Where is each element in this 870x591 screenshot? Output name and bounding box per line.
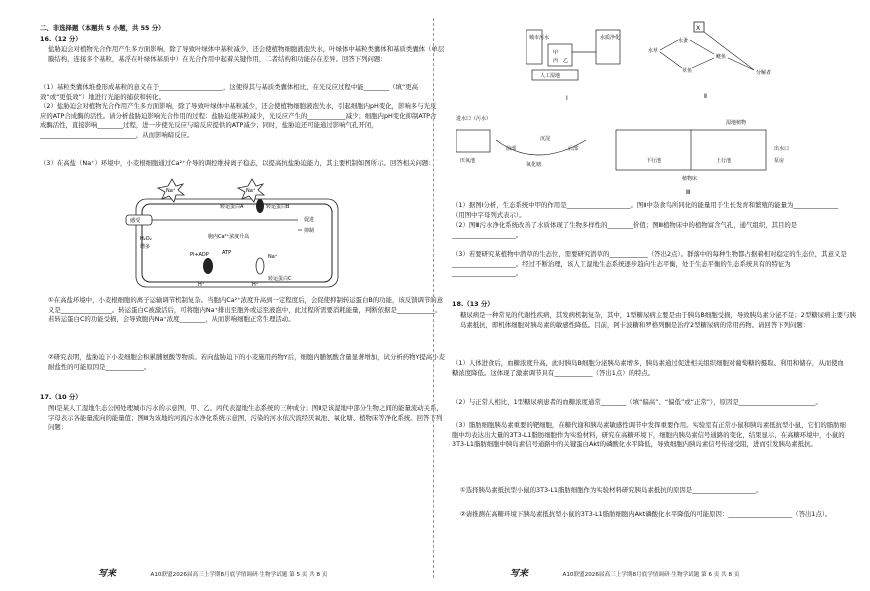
section-title: 二、非选择题（本题共 5 小题，共 55 分）	[40, 24, 165, 32]
fig1-wetland: 人工湿地	[540, 73, 561, 79]
q18-s2: （2）与正常人相比，1型糖尿病患者的血糖浓度通常________（填“偏高”、“偏低”或“正常”），原因是________________________。	[452, 398, 822, 406]
q16-s2: （2）盐胁迫会对植物光合作用产生多方面影响，除了导致叶绿体中基粒减少，还会使植物细胞液泡失水，引起细胞内pH变化，影响多与光反应的ATP合成酶的活性。请分析盐胁迫影响光合作用的过程：盐胁迫使基粒减少，光反应产生的____________减少；细胞内pH变化抑制ATP合成酶活性，直接影响________过程，进一步使光反应与暗反应提供的ATP减少；同时，盐胁迫还可能通过影响气孔开闭，______________________________，从而影响暗反应。	[40, 102, 437, 139]
label-protein-c: 转运蛋白C	[268, 276, 292, 282]
protein-b-shape	[256, 199, 264, 213]
q17-s1: （1）据图Ⅰ分析，生态系统中甲的作用是____________________。图Ⅱ中杂食鸟所同化的能量用于生长发育和繁殖的能量为______________（用图中字母列式表示）。	[452, 201, 839, 219]
figure-i	[526, 22, 636, 106]
q18-s3b: ②请推测在高糖环境下胰岛素抵抗型小鼠的3T3-L1脂肪细胞内Akt磷酸化水平降低的可能原因：____________________（答出1点）。	[460, 510, 832, 518]
right-page	[452, 18, 856, 579]
fig3-later: 后部	[568, 146, 579, 152]
fig2-label: Ⅱ	[704, 93, 707, 100]
left-page	[40, 18, 445, 579]
na-star-1: Na⁺	[166, 188, 176, 194]
fig3-front: 前部	[506, 146, 517, 152]
q18-s3: （3）脂肪细胞胰岛素重要的靶细胞，在糖代谢和胰岛素敏感性调节中发挥重要作用。实验室有正常小鼠和胰岛素抵抗型小鼠，它们的脂肪细胞中均表达出大量的3T3-L1脂肪细胞作为实验材料，研究在高糖环境下，细胞内胰岛素信号通路的变化，结果显示，在高糖环境中，小鼠的3T3-L1脂肪细胞中胰岛素信号通路中的关键蛋白Akt的磷酸化水平降低，导致细胞内胰岛素信号传递受阻，进而引发胰岛素抵抗。	[452, 421, 846, 449]
label-inhibit: 抑制	[304, 228, 315, 234]
fig3-plant-bed: 湿地植物	[726, 120, 747, 126]
label-h-2: H⁺	[252, 282, 259, 288]
fig1-city: 城市污水	[529, 35, 550, 41]
figure-iii	[456, 110, 836, 196]
label-ca-in: 胞内Ca²⁺浓度升高	[208, 234, 250, 240]
q16-s3a: ①在高盐环境中，小麦根细胞的离子运输调节机制复杂。当胞内Ca²⁺浓度升高到一定程度后，会促使抑制转运蛋白B的功能，该反馈调节的意义是________________。转运蛋白C被激活后，可将胞内Na⁺排出至胞外或运至液泡中，此过程所需要消耗能量，判断依据是____________。若转运蛋白C的功能受损，会导致胞内Na⁺浓度________，从而影响细胞正常生理活动。	[48, 296, 444, 324]
q18-intro: 糖尿病是一种常见的代谢性疾病，其发病机制复杂，其中，1型糖尿病主要是由于胰岛B细胞受损，导致胰岛素分泌不足；2型糖尿病主要与胰岛素抵抗，即机体细胞对胰岛素的敏感性降低。目前，阿卡波糖和罗格列酮是治疗2型糖尿病的常用药物。请回答下列问题：	[460, 311, 856, 329]
label-protein-b: 转运蛋白B	[266, 204, 290, 210]
q16-s3: （3）在高盐（Na⁺）环境中，小麦根细胞通过Ca²⁺介导的调控维持离子稳态，以提高抗盐胁迫能力，其主要机制如图所示。回答相关问题：	[40, 159, 435, 167]
page-divider	[433, 18, 434, 578]
left-footer: A10联盟2026届高三上学期8月底学情调研·生物学试题 第 5 页 共 8 页	[150, 572, 328, 578]
fig1-label: Ⅰ	[566, 95, 568, 102]
fig2-plant: 水草	[648, 48, 659, 54]
fig3-bed: 植物床	[682, 176, 698, 182]
fig1-a: 甲	[553, 50, 559, 56]
label-h-1: H⁺	[198, 282, 205, 288]
q16-head: 16.（12 分）	[40, 35, 82, 43]
label-pi-adp: Pi+ADP	[190, 252, 209, 258]
ion-transport-diagram	[120, 178, 350, 290]
q16-s1: （1）基粒类囊体堆叠形成基粒的意义在于____________________，这使得其与基质类囊体相比，在光反应过程中能________（填“更高效”或“更低效”）地进行光能的捕获和转化。	[40, 83, 419, 101]
fig2-shrimp: 水蚤	[678, 38, 689, 44]
fig3-pump: 泵房	[774, 158, 785, 164]
right-footer: A10联盟2026届高三上学期8月底学情调研·生物学试题 第 6 页 共 8 页	[562, 572, 740, 578]
q17-text: 图Ⅰ是某人工湿地生态公园处理城市污水的示意图，甲、乙、丙代表湿地生态系统的三种成分；图Ⅱ是该湿地中部分生物之间的能量流动关系，字母表示各能量流向的能量值；图Ⅲ为该地的河流污水净化系统示意图，污染的河水依次流经厌氧池、氧化塘、植物床等净化系统。回答下列问题：	[48, 404, 443, 432]
fig1-b: 乙	[563, 58, 569, 64]
brand-logo-right: 写来	[510, 569, 529, 579]
q18-s1: （1）人体进食后，血糖浓度升高，此时胰岛B细胞分泌胰岛素增多，胰岛素通过促进相关组织细胞对葡萄糖的摄取、利用和储存，从而使血糖浓度降低。这体现了激素调节具有____________（答出1点）的特点。	[452, 359, 844, 377]
label-h2o2: H₂O₂	[140, 236, 152, 242]
na-star-2: Na⁺	[246, 188, 256, 194]
figure-ii	[648, 18, 824, 106]
protein-c-shape	[256, 258, 264, 274]
q18-head: 18.（13 分）	[452, 300, 494, 308]
fig3-down: 下行池	[646, 158, 662, 164]
fig3-anaerobic: 厌氧池	[460, 158, 476, 164]
q16-s3b: ②研究表明，盐胁迫下小麦细胞会积累脯氨酸等物质。若向盐胁迫下的小麦施用药物Y后，细胞内脯氨酸含量显著增加，试分析药物Y提高小麦耐盐性的可能原因是____________。	[48, 353, 445, 371]
q17-s2: （2）图Ⅲ污水净化系统改善了水质体现了生物多样性的________价值；图Ⅲ植物床中的植物富含气孔，通气组织，其目的是____________________。	[452, 221, 798, 239]
fig3-outlet: 出水口	[774, 146, 790, 152]
fig3-sediment: 沉淀	[540, 136, 551, 142]
fig3-up: 上行池	[716, 158, 732, 164]
fig1-purify: 水质净化	[600, 35, 621, 41]
pump-shape	[203, 258, 213, 274]
fig2-fish: 鲢鱼	[716, 54, 727, 60]
q17-s3: （3）若要研究某植物中潜草的生态位，需要研究潜草的____________（答出2点）。群落中的每种生物都占据着相对稳定的生态位，其意义是____________________。经过不断治理，该人工湿地生态系统逐步趋向生态平衡，处于生态平衡的生态系统具有的特征为____________________。	[452, 250, 847, 278]
label-enhance: 增多	[140, 244, 151, 250]
fig3-label: Ⅲ	[686, 189, 691, 196]
label-sense: 感受	[130, 218, 141, 224]
q16-intro: 盐胁迫会对植物光合作用产生多方面影响，除了导致叶绿体中基粒减少，还会使植物细胞液泡失水，叶绿体中基粒类囊体和基质类囊体（单层膜结构，连接多个基粒，基浮在叶绿体基质中）在光合作用中起着关键作用，二者结构和功能存在差异。回答下列问题：	[48, 45, 445, 63]
fig2-decomp: 分解者	[756, 70, 772, 76]
fig2-grazer: 草鱼	[682, 68, 693, 74]
fig3-aerobic: 氧化塘	[526, 162, 542, 168]
label-promote: 促进	[304, 217, 315, 223]
label-na-in: Na⁺	[268, 254, 278, 260]
q17-head: 17.（10 分）	[40, 393, 82, 401]
fig3-inlet: 进水口（污水）	[456, 116, 492, 122]
q18-s3a: ①选择胰岛素抵抗型小鼠的3T3-L1脂肪细胞作为实验材料研究胰岛素抵抗的原因是____________________。	[460, 486, 763, 494]
label-atp: ATP	[222, 250, 232, 256]
label-protein-a: 转运蛋白A	[220, 204, 244, 210]
fig2-x: X	[696, 25, 701, 32]
fig1-c: 丙	[553, 58, 559, 64]
brand-logo: 写来	[98, 569, 117, 579]
